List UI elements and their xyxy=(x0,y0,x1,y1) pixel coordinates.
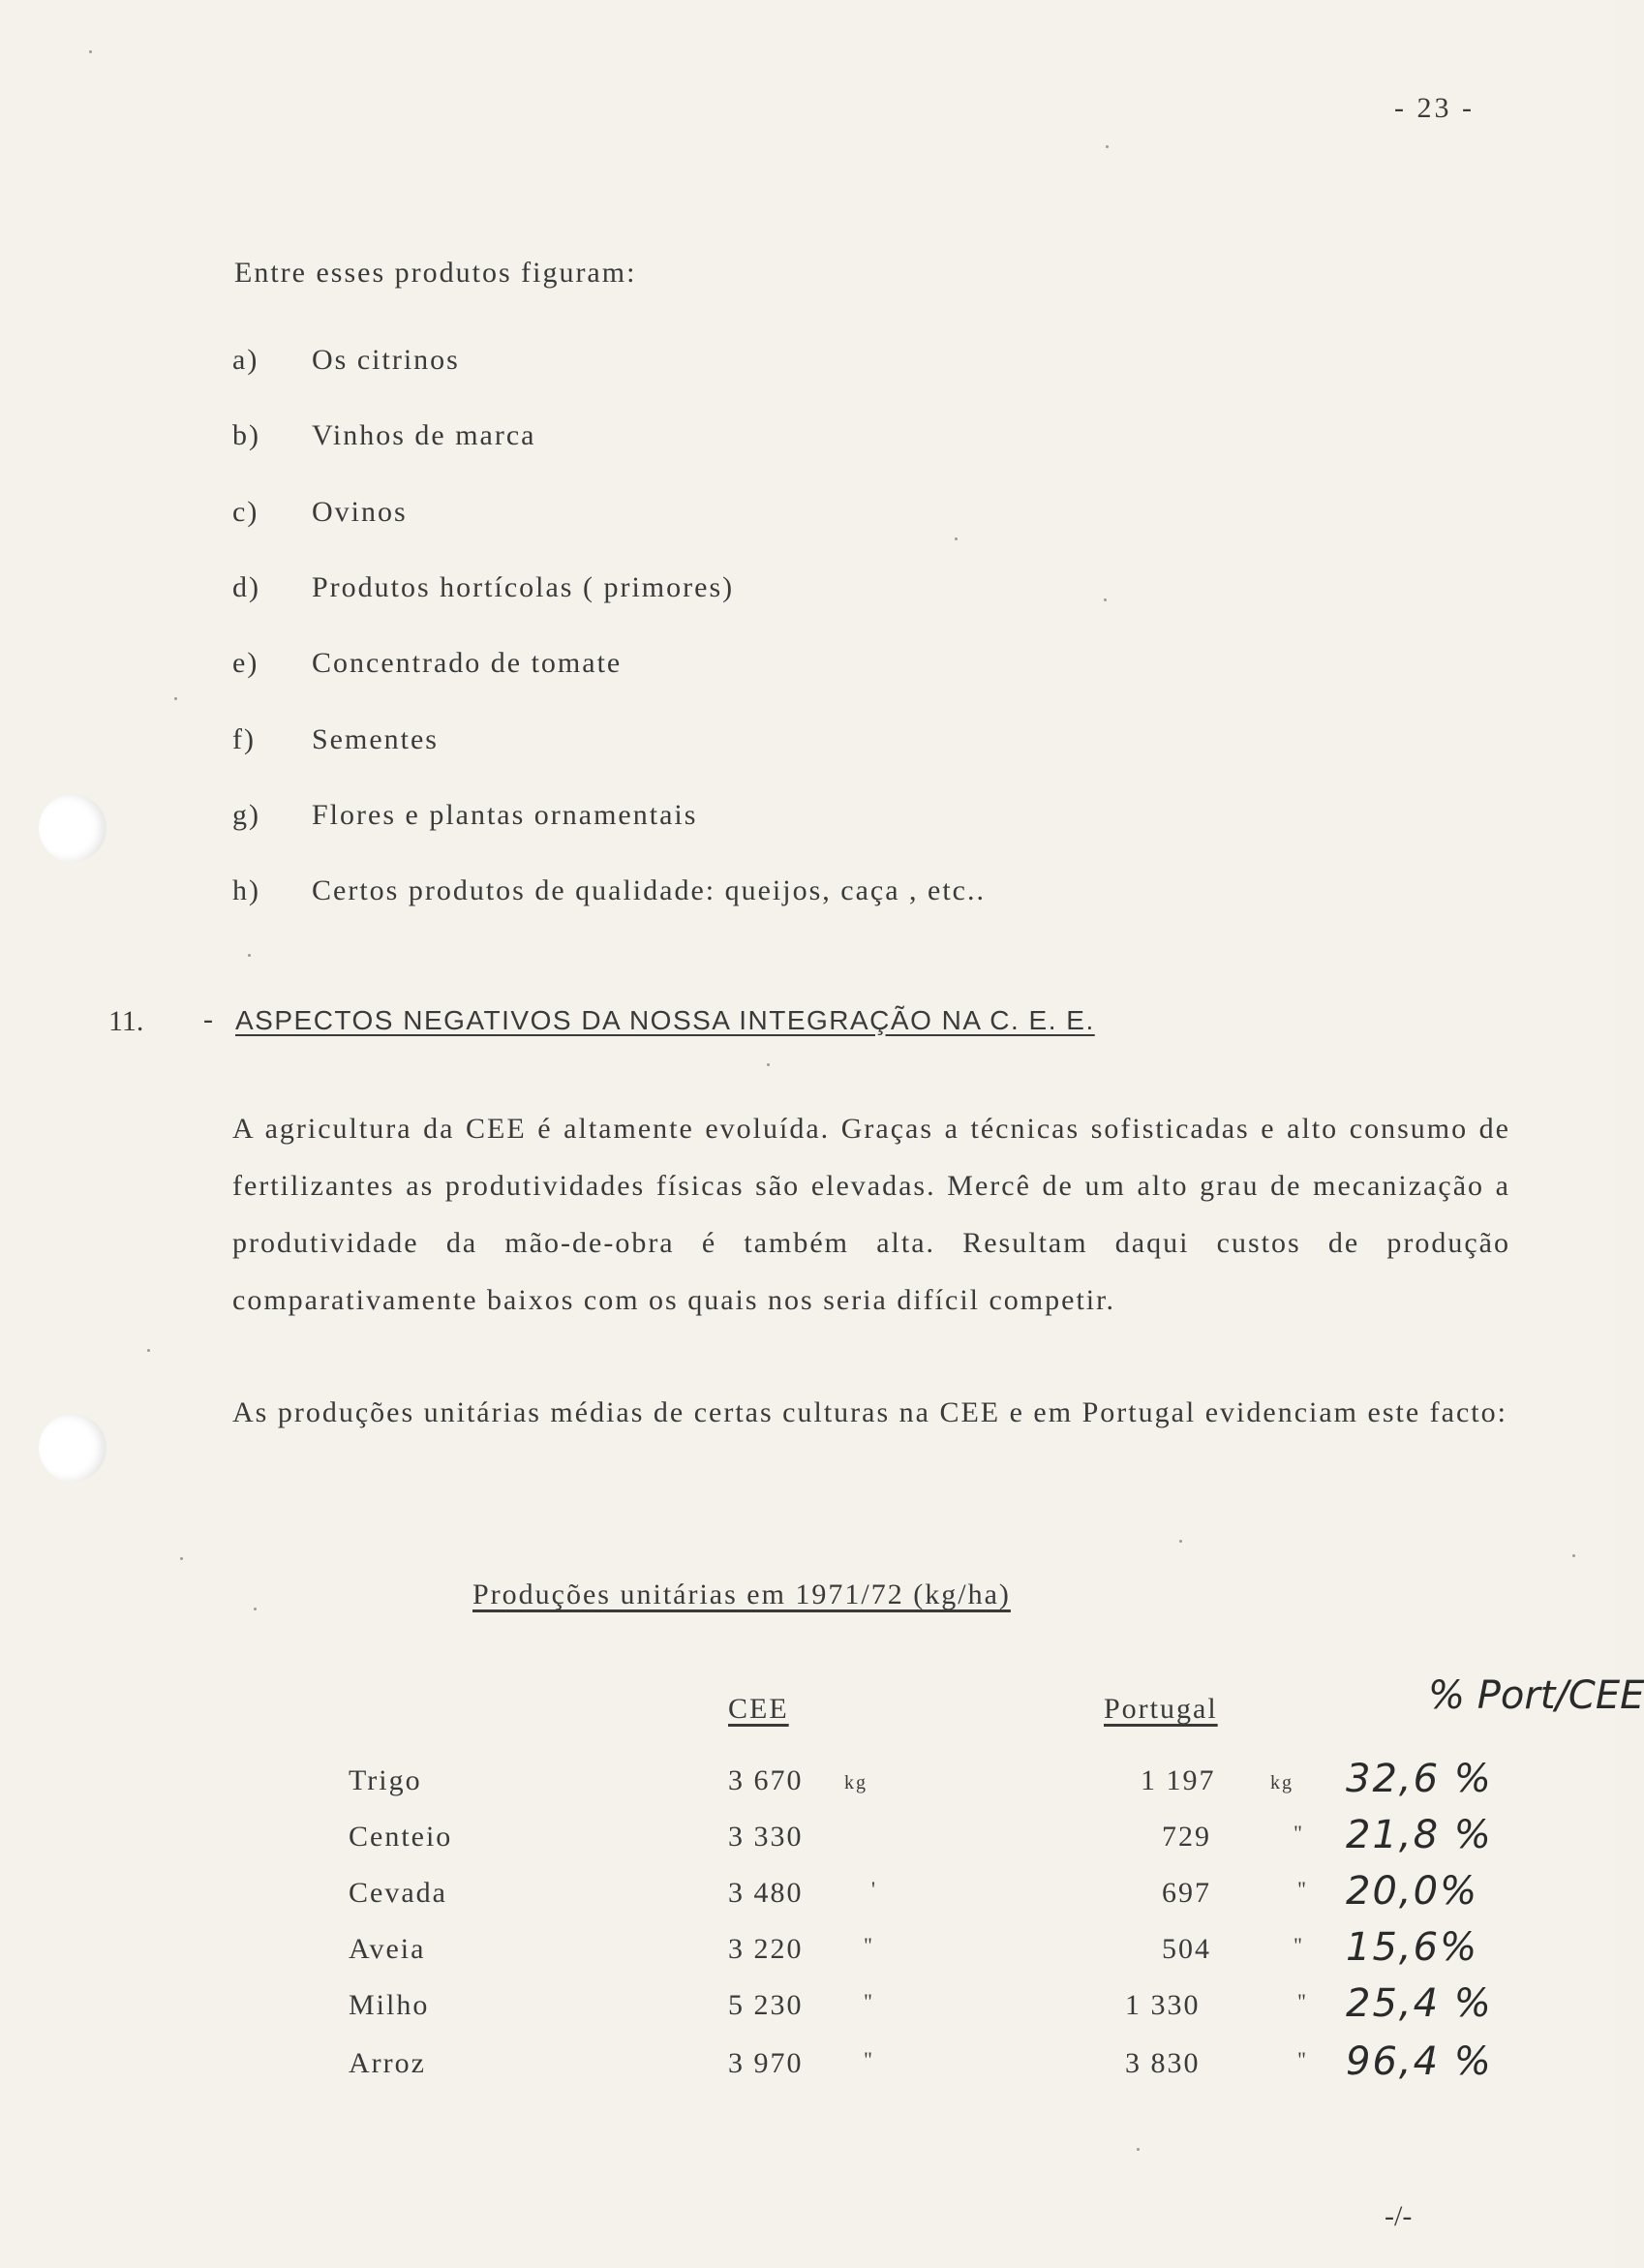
portugal-value: 729 xyxy=(1162,1821,1211,1853)
speck xyxy=(1106,145,1109,148)
column-header-cee: CEE xyxy=(728,1693,789,1725)
list-item xyxy=(232,419,1297,458)
table-row xyxy=(0,1981,1616,2038)
ratio-value: 20,0% xyxy=(1346,1869,1479,1914)
column-header-ratio: % Port/CEE xyxy=(1428,1673,1644,1718)
list-item-letter: h) xyxy=(232,874,260,906)
crop-name: Cevada xyxy=(349,1877,447,1909)
section-number: 11. xyxy=(108,1005,144,1037)
list-item-text: Produtos hortícolas ( primores) xyxy=(312,571,735,603)
ratio-value: 32,6 % xyxy=(1346,1757,1493,1801)
crop-name: Trigo xyxy=(349,1764,422,1796)
list-item-letter: d) xyxy=(232,571,260,603)
column-header-portugal: Portugal xyxy=(1104,1693,1218,1725)
speck xyxy=(1179,1540,1182,1543)
list-item xyxy=(232,571,1297,610)
punch-hole-bottom xyxy=(39,1414,107,1482)
table-row xyxy=(0,1813,1616,1869)
list-item-text: Vinhos de marca xyxy=(312,419,536,451)
portugal-value: 697 xyxy=(1162,1877,1211,1909)
cee-unit: ' xyxy=(871,1877,877,1901)
cee-unit: " xyxy=(864,1989,874,2013)
table-title: Produções unitárias em 1971/72 (kg/ha) xyxy=(472,1578,1011,1610)
list-item xyxy=(232,496,1297,535)
speck xyxy=(767,1063,770,1066)
continuation-mark: -/- xyxy=(1385,2200,1413,2232)
portugal-unit: " xyxy=(1294,1933,1304,1957)
list-item xyxy=(232,647,1297,686)
ratio-value: 25,4 % xyxy=(1346,1981,1493,2026)
list-item xyxy=(232,344,1297,383)
list-item-letter: a) xyxy=(232,344,259,376)
list-item-letter: g) xyxy=(232,799,260,831)
portugal-unit: kg xyxy=(1270,1772,1294,1793)
portugal-value: 504 xyxy=(1162,1933,1211,1965)
page-number: - 23 - xyxy=(1394,92,1475,124)
cee-value: 3 970 xyxy=(728,2047,804,2079)
cee-unit: kg xyxy=(844,1772,868,1793)
speck xyxy=(955,537,958,540)
paragraph-2: As produções unitárias médias de certas culturas na CEE e em Portugal evidenciam este facto: xyxy=(232,1396,1507,1428)
speck xyxy=(89,50,92,53)
crop-name: Arroz xyxy=(349,2047,426,2079)
speck xyxy=(254,1608,257,1610)
intro-text: Entre esses produtos figuram: xyxy=(234,257,637,289)
list-item xyxy=(232,799,1297,838)
list-item xyxy=(232,723,1297,762)
portugal-unit: " xyxy=(1297,1989,1308,2013)
list-item-text: Ovinos xyxy=(312,496,408,528)
cee-value: 3 220 xyxy=(728,1933,804,1965)
list-item-text: Os citrinos xyxy=(312,344,460,376)
table-row xyxy=(0,2039,1616,2096)
portugal-unit: " xyxy=(1294,1821,1304,1845)
list-item-letter: e) xyxy=(232,647,259,679)
section-dash: - xyxy=(203,1003,213,1035)
speck xyxy=(147,1349,150,1352)
list-item-text: Flores e plantas ornamentais xyxy=(312,799,698,831)
speck xyxy=(1572,1554,1575,1557)
list-item-text: Sementes xyxy=(312,723,439,755)
list-item-text: Certos produtos de qualidade: queijos, caça , etc.. xyxy=(312,874,986,906)
ratio-value: 21,8 % xyxy=(1346,1813,1493,1857)
list-item-text: Concentrado de tomate xyxy=(312,647,623,679)
speck xyxy=(180,1557,183,1560)
paragraph-1: A agricultura da CEE é altamente evoluída. Graças a técnicas sofisticadas e alto consumo de fertilizantes as produtividades físicas são elevadas. Mercê de um alto grau de mecanização a produtividade da mão-de-obra é também alta. Resultam daqui custos de produção comparativamente baixos com os quais nos seria difícil competir. xyxy=(232,1113,1510,1316)
list-item xyxy=(232,874,1297,913)
ratio-value: 96,4 % xyxy=(1346,2039,1493,2084)
cee-unit: " xyxy=(864,2047,874,2071)
speck xyxy=(174,697,177,700)
table-row xyxy=(0,1925,1616,1981)
speck xyxy=(1137,2148,1140,2151)
portugal-value: 3 830 xyxy=(1125,2047,1201,2079)
portugal-unit: " xyxy=(1297,2047,1308,2071)
cee-value: 5 230 xyxy=(728,1989,804,2021)
speck xyxy=(248,954,251,957)
cee-value: 3 480 xyxy=(728,1877,804,1909)
portugal-value: 1 330 xyxy=(1125,1989,1201,2021)
table-row xyxy=(0,1757,1616,1813)
portugal-unit: " xyxy=(1297,1877,1308,1901)
section-title: ASPECTOS NEGATIVOS DA NOSSA INTEGRAÇÃO NA C. E. E. xyxy=(235,1005,1095,1035)
cee-unit: " xyxy=(864,1933,874,1957)
ratio-value: 15,6% xyxy=(1346,1925,1479,1970)
list-item-letter: b) xyxy=(232,419,260,451)
cee-value: 3 670 xyxy=(728,1764,804,1796)
crop-name: Milho xyxy=(349,1989,430,2021)
portugal-value: 1 197 xyxy=(1141,1764,1216,1796)
list-item-letter: c) xyxy=(232,496,259,528)
crop-name: Centeio xyxy=(349,1821,453,1853)
cee-value: 3 330 xyxy=(728,1821,804,1853)
table-row xyxy=(0,1869,1616,1925)
list-item-letter: f) xyxy=(232,723,256,755)
crop-name: Aveia xyxy=(349,1933,426,1965)
punch-hole-top xyxy=(39,794,107,862)
